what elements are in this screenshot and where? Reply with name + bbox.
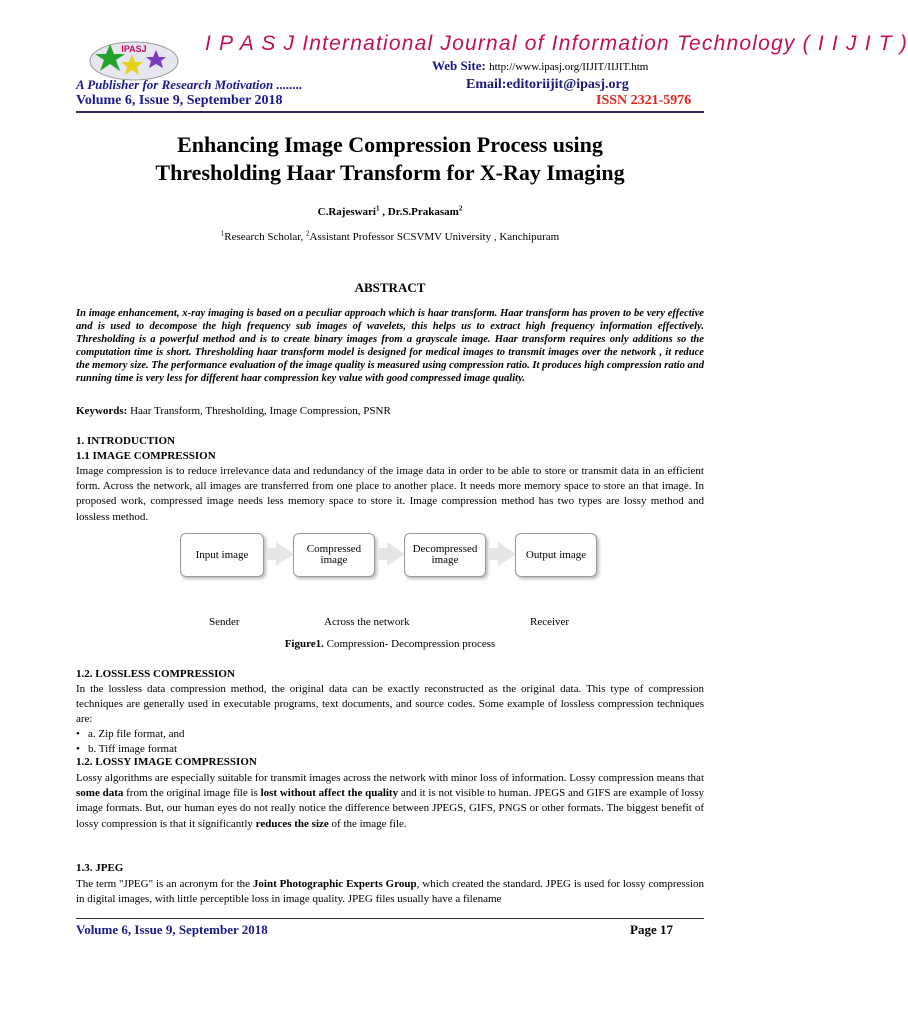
image-compression-heading: 1.1 IMAGE COMPRESSION — [76, 450, 216, 462]
figure-caption — [76, 638, 704, 650]
jpeg-text-2: , which created the standard. JPEG is used for lossy compression in digital images, with little perceptible loss in image quality. JPEG files usually have a filename — [76, 878, 704, 906]
abstract-heading: ABSTRACT — [354, 280, 426, 295]
lossy-bold-2: lost without affect the quality — [260, 787, 399, 800]
author-1: C.Rajeswari — [317, 206, 376, 218]
paper-title — [76, 131, 704, 187]
ipasj-logo — [88, 40, 180, 82]
flow-box-input: Input image — [180, 533, 264, 577]
affil-sup-2: 2 — [306, 229, 310, 238]
affiliations — [76, 231, 704, 243]
label-network: Across the network — [324, 616, 410, 628]
list-item: • a. Zip file format, and — [76, 727, 704, 742]
lossy-body — [76, 771, 704, 832]
website-url[interactable]: http://www.ipasj.org/IIJIT/IIJIT.htm — [489, 61, 649, 73]
flow-arrow-3 — [498, 542, 516, 566]
keywords-label: Keywords: — [76, 405, 128, 417]
author-2: , Dr.S.Prakasam — [379, 206, 459, 218]
list-item: • b. Tiff image format — [76, 742, 704, 757]
website — [432, 58, 648, 74]
title-line-2: Thresholding Haar Transform for X-Ray Imaging — [155, 160, 625, 185]
lossy-text-3: and it is not visible to human. JPEGS and GIFS are example of lossy image formats. But, our human eyes do not really notice the difference between JPEGS, GIFS, PNGS or other formats. The biggest benefit of lossy compression is that it significantly — [76, 787, 705, 830]
lossy-bold-3: reduces the size — [255, 817, 329, 830]
page-number: Page 17 — [630, 922, 673, 937]
email[interactable]: Email:editoriijit@ipasj.org — [466, 77, 629, 92]
lossy-text-4: of the image file. — [328, 817, 407, 830]
lossless-heading: 1.2. LOSSLESS COMPRESSION — [76, 668, 235, 680]
jpeg-body — [76, 877, 704, 907]
flow-arrow-bar-1 — [266, 548, 276, 560]
flow-box-decompressed: Decompressed image — [404, 533, 486, 577]
figure-caption-text: Compression- Decompression process — [323, 638, 496, 650]
svg-text:IPASJ: IPASJ — [121, 44, 147, 54]
affil-1: Research Scholar, — [224, 231, 306, 243]
jpeg-heading: 1.3. JPEG — [76, 862, 124, 874]
footer-divider — [76, 918, 704, 919]
flow-arrow-bar-3 — [488, 548, 498, 560]
intro-heading: 1. INTRODUCTION — [76, 435, 176, 447]
authors — [76, 206, 704, 218]
lossless-body: In the lossless data compression method, the original data can be exactly reconstructed as the original data. This type of compression techniques are generally used in executable programs, text documents, and source codes. Some example of lossless compression techniques are: — [76, 683, 704, 726]
flow-arrow-bar-2 — [377, 548, 387, 560]
flow-box-compressed: Compressed image — [293, 533, 375, 577]
figure-caption-label: Figure1. — [284, 638, 324, 650]
affil-sup-1: 1 — [220, 229, 225, 238]
issn: ISSN 2321-5976 — [596, 93, 692, 108]
flow-arrow-2 — [387, 542, 405, 566]
jpeg-text-1: The term "JPEG" is an acronym for the — [76, 878, 253, 890]
image-compression-body: Image compression is to reduce irrelevance data and redundancy of the image data in order to be able to store or transmit data in an efficient form. Across the network, all images are transferred from one place to another place. It needs more memory space to store an that image. In proposed work, compressed image needs less memory space to store it. Image compression method has two types are lossy method and lossless method. — [76, 465, 704, 523]
lossy-heading: 1.2. LOSSY IMAGE COMPRESSION — [76, 756, 257, 768]
author-2-sup: 2 — [458, 204, 463, 213]
header-divider — [76, 111, 704, 113]
lossy-text-2: from the original image file is — [123, 787, 261, 800]
title-line-1: Enhancing Image Compression Process using — [177, 132, 603, 157]
flow-box-output: Output image — [515, 533, 597, 577]
affil-2: Assistant Professor SCSVMV University , Kanchipuram — [309, 231, 560, 243]
keywords — [76, 405, 704, 417]
keywords-list: Haar Transform, Thresholding, Image Compression, PSNR — [127, 405, 391, 417]
lossy-text-1: Lossy algorithms are especially suitable for transmit images across the network with minor loss of information. Lossy compression means that — [76, 772, 704, 784]
label-receiver: Receiver — [530, 616, 570, 628]
website-label: Web Site: — [432, 58, 486, 73]
publisher-tagline: A Publisher for Research Motivation ........ — [76, 77, 303, 92]
lossy-bold-1: some data — [76, 787, 124, 800]
flow-arrow-1 — [276, 542, 294, 566]
jpeg-bold-1: Joint Photographic Experts Group — [252, 878, 417, 890]
journal-title: I P A S J International Journal of Information Technology ( I I J I T ) — [205, 32, 908, 55]
footer-volume: Volume 6, Issue 9, September 2018 — [76, 922, 268, 937]
abstract-body: In image enhancement, x-ray imaging is based on a peculiar approach which is haar transform. Haar transform has proven to be very effective and is used to decompose the high frequency sub images of wavelets, this helps us to extract high frequency information effectively. Thresholding is a powerful method and is to create binary images from a grayscale image. Haar transform requires only additions so the computation time is short. Thresholding haar transform model is designed for medical images to transmit images over the network , it reduce the memory size. The performance evaluation of the image quality is measured using compression ratio. It produces high compression ratio and running time is very less for different haar compression key value with good compressed image quality. — [76, 308, 705, 384]
volume-info: Volume 6, Issue 9, September 2018 — [76, 93, 283, 108]
author-1-sup: 1 — [376, 204, 380, 213]
label-sender: Sender — [209, 616, 240, 628]
lossless-examples — [76, 727, 704, 757]
